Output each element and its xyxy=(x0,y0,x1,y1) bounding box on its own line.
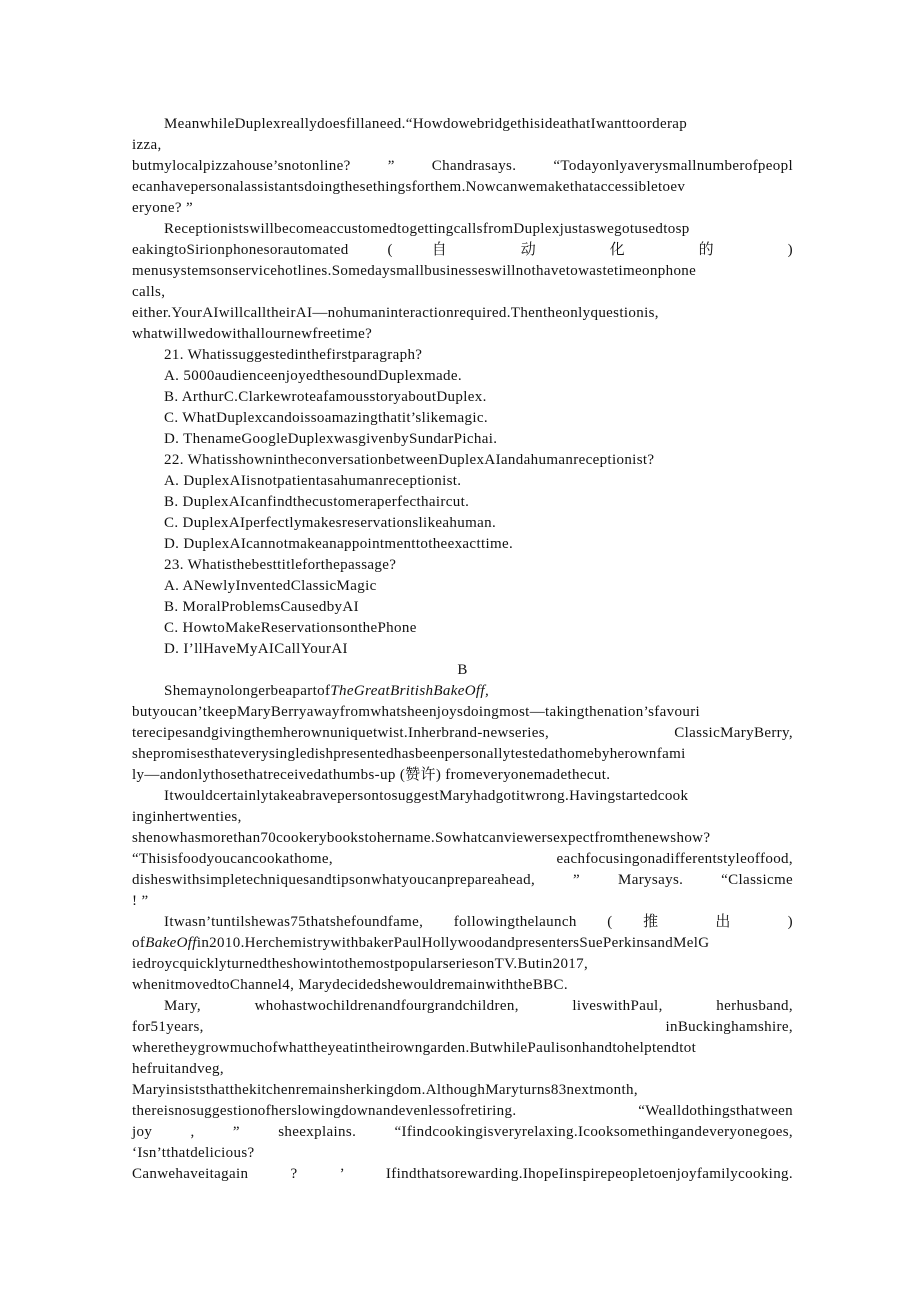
text-line xyxy=(132,681,793,702)
line-text: “Thisisfoodyoucancookathome, eachfocusingonadifferentstyleoffood, xyxy=(132,851,793,867)
text-line xyxy=(132,576,793,597)
line-text: disheswithsimpletechniquesandtipsonwhatyoucanprepareahead, ” Marysays. “Classicme xyxy=(132,872,793,888)
text-line xyxy=(132,114,793,135)
text-line xyxy=(132,1164,793,1185)
text-line xyxy=(132,765,793,786)
text-line xyxy=(132,408,793,429)
line-text: ReceptionistswillbecomeaccustomedtogettingcallsfromDuplexjustaswegotusedtosp xyxy=(164,221,690,237)
line-text: A. 5000audienceenjoyedthesoundDuplexmade. xyxy=(164,368,463,384)
text-line xyxy=(132,1143,793,1164)
line-text: of xyxy=(132,935,146,951)
line-text: B. ArthurC.ClarkewroteafamousstoryaboutDuplex. xyxy=(164,389,487,405)
line-text: ly—andonlythosethatreceivedathumbs-up (赞许) fromeveryonemadethecut. xyxy=(132,767,611,783)
line-text: D. I’llHaveMyAICallYourAI xyxy=(164,641,348,657)
text-line xyxy=(132,1017,793,1038)
text-line xyxy=(132,513,793,534)
text-line xyxy=(132,366,793,387)
text-line xyxy=(132,807,793,828)
text-line xyxy=(132,1101,793,1122)
text-line xyxy=(132,828,793,849)
line-text: terecipesandgivingthemherownuniquetwist.Inherbrand-newseries, ClassicMaryBerry, xyxy=(132,725,793,741)
text-line xyxy=(132,471,793,492)
text-line xyxy=(132,555,793,576)
line-text: D. DuplexAIcannotmakeanappointmenttotheexacttime. xyxy=(164,536,514,552)
line-text: wheretheygrowmuchofwhattheyeatintheirowngarden.ButwhilePaulisonhandtohelptendtot xyxy=(132,1040,697,1056)
line-text: butmylocalpizzahouse’snotonline? ” Chandrasays. “Todayonlyaverysmallnumberofpeopl xyxy=(132,158,793,174)
text-line xyxy=(132,429,793,450)
text-line xyxy=(132,534,793,555)
line-text: Itwasn’tuntilshewas75thatshefoundfame, followingthelaunch ( 推 出 ) xyxy=(164,914,793,930)
text-line xyxy=(132,723,793,744)
text-line xyxy=(132,282,793,303)
text-line xyxy=(132,618,793,639)
line-text: whatwillwedowithallournewfreetime? xyxy=(132,326,373,342)
line-text: 23. Whatisthebesttitleforthepassage? xyxy=(164,557,397,573)
line-text: hefruitandveg, xyxy=(132,1061,224,1077)
line-text: A. ANewlyInventedClassicMagic xyxy=(164,578,377,594)
line-text: C. WhatDuplexcandoissoamazingthatit’slikemagic. xyxy=(164,410,489,426)
line-text: either.YourAIwillcalltheirAI—nohumaninteractionrequired.Thentheonlyquestionis, xyxy=(132,305,659,321)
line-text: eakingtoSirionphonesorautomated ( 自 动 化 的 ) xyxy=(132,242,793,258)
text-line xyxy=(132,933,793,954)
text-line xyxy=(132,786,793,807)
text-line xyxy=(132,324,793,345)
line-text: ! ” xyxy=(132,893,149,909)
text-line xyxy=(132,450,793,471)
text-line xyxy=(132,261,793,282)
document-body xyxy=(132,114,793,1185)
text-line xyxy=(132,219,793,240)
line-text: MeanwhileDuplexreallydoesfillaneed.“HowdowebridgethisideathatIwanttoorderap xyxy=(164,116,688,132)
line-text: Shemaynolongerbeapartof xyxy=(164,683,331,699)
line-text: shepromisesthateverysingledishpresentedhasbeenpersonallytestedathomebyherownfami xyxy=(132,746,686,762)
text-line xyxy=(132,996,793,1017)
line-text: C. HowtoMakeReservationsonthePhone xyxy=(164,620,417,636)
text-line xyxy=(132,177,793,198)
line-text: joy , ” sheexplains. “Ifindcookingisveryrelaxing.Icooksomethingandeveryonegoes, xyxy=(132,1124,793,1140)
line-text-continued: in2010.HerchemistrywithbakerPaulHollywoodandpresentersSuePerkinsandMelG xyxy=(196,935,710,951)
line-text: ItwouldcertainlytakeabravepersontosuggestMaryhadgotitwrong.Havingstartedcook xyxy=(164,788,689,804)
text-line xyxy=(132,1038,793,1059)
italic-title: TheGreatBritishBakeOff, xyxy=(330,683,490,699)
text-line xyxy=(132,492,793,513)
line-text: 21. Whatissuggestedinthefirstparagraph? xyxy=(164,347,423,363)
line-text: C. DuplexAIperfectlymakesreservationslikeahuman. xyxy=(164,515,497,531)
line-text: thereisnosuggestionofherslowingdownandevenlessofretiring. “Wealldothingsthatween xyxy=(132,1103,793,1119)
text-line xyxy=(132,240,793,261)
text-line xyxy=(132,597,793,618)
text-line xyxy=(132,345,793,366)
line-text: Canwehaveitagain ? ’ Ifindthatsorewarding.IhopeIinspirepeopletoenjoyfamilycooking. xyxy=(132,1166,793,1182)
line-text: inginhertwenties, xyxy=(132,809,242,825)
text-line xyxy=(132,702,793,723)
line-text: B. DuplexAIcanfindthecustomeraperfecthaircut. xyxy=(164,494,470,510)
text-line xyxy=(132,198,793,219)
text-line xyxy=(132,954,793,975)
text-line xyxy=(132,387,793,408)
line-text: Mary, whohastwochildrenandfourgrandchildren, liveswithPaul, herhusband, xyxy=(164,998,793,1014)
line-text: Maryinsiststhatthekitchenremainsherkingdom.AlthoughMaryturns83nextmonth, xyxy=(132,1082,638,1098)
text-line xyxy=(132,1059,793,1080)
line-text: calls, xyxy=(132,284,166,300)
line-text: butyoucan’tkeepMaryBerryawayfromwhatsheenjoysdoingmost—takingthenation’sfavouri xyxy=(132,704,701,720)
text-line xyxy=(132,1080,793,1101)
line-text: izza, xyxy=(132,137,162,153)
text-line xyxy=(132,303,793,324)
line-text: A. DuplexAIisnotpatientasahumanreceptionist. xyxy=(164,473,462,489)
italic-title: BakeOff xyxy=(145,935,197,951)
line-text: shenowhasmorethan70cookerybookstohername.Sowhatcanviewersexpectfromthenewshow? xyxy=(132,830,711,846)
line-text: ‘Isn’tthatdelicious? xyxy=(132,1145,255,1161)
line-text: eryone? ” xyxy=(132,200,194,216)
line-text: 22. WhatisshownintheconversationbetweenDuplexAIandahumanreceptionist? xyxy=(164,452,655,468)
line-text: iedroycquicklyturnedtheshowintothemostpopularseriesonTV.Butin2017, xyxy=(132,956,589,972)
text-line xyxy=(132,156,793,177)
text-line xyxy=(132,891,793,912)
line-text: ecanhavepersonalassistantsdoingthesethingsforthem.Nowcanwemakethataccessibletoev xyxy=(132,179,686,195)
section-heading xyxy=(132,660,793,681)
text-line xyxy=(132,1122,793,1143)
text-line xyxy=(132,849,793,870)
text-line xyxy=(132,135,793,156)
line-text: B. MoralProblemsCausedbyAI xyxy=(164,599,359,615)
line-text: D. ThenameGoogleDuplexwasgivenbySundarPichai. xyxy=(164,431,498,447)
line-text: B xyxy=(457,662,468,678)
text-line xyxy=(132,912,793,933)
line-text: whenitmovedtoChannel4, MarydecidedshewouldremainwiththeBBC. xyxy=(132,977,568,993)
text-line xyxy=(132,870,793,891)
text-line xyxy=(132,744,793,765)
line-text: menusystemsonservicehotlines.Somedaysmallbusinesseswillnothavetowastetimeonphone xyxy=(132,263,697,279)
line-text: for51years, inBuckinghamshire, xyxy=(132,1019,793,1035)
text-line xyxy=(132,975,793,996)
text-line xyxy=(132,639,793,660)
